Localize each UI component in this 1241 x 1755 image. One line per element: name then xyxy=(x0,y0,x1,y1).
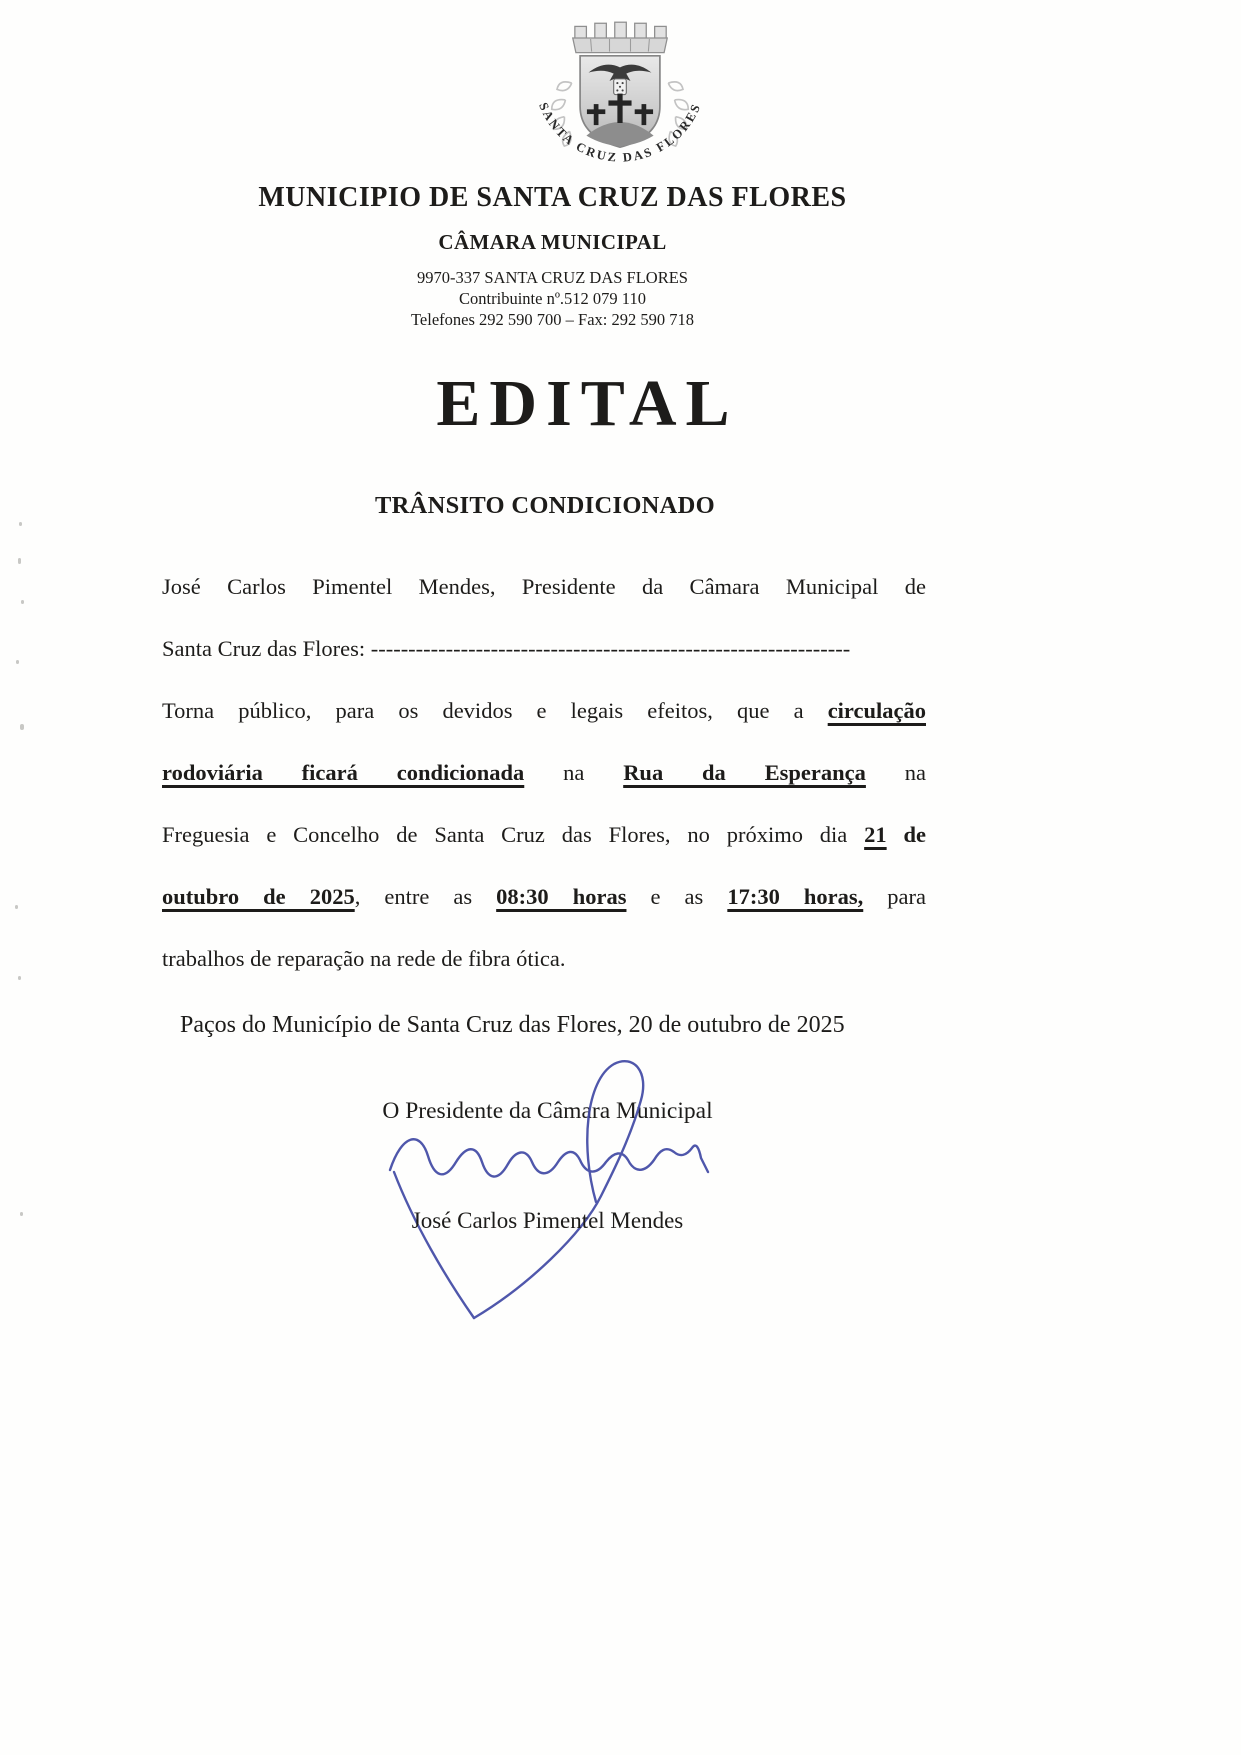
body-line xyxy=(162,680,926,742)
address-line: 9970-337 SANTA CRUZ DAS FLORES xyxy=(417,268,688,287)
signature-ink xyxy=(368,1050,730,1342)
scan-artifact xyxy=(20,724,24,730)
body-line xyxy=(162,618,926,680)
body-text-segment: José Carlos Pimentel Mendes, Presidente da Câmara Municipal de xyxy=(162,574,926,599)
municipality-name: MUNICIPIO DE SANTA CRUZ DAS FLORES xyxy=(258,182,847,213)
phones-line: Telefones 292 590 700 – Fax: 292 590 718 xyxy=(411,310,694,329)
body-text-segment: circulação xyxy=(827,698,926,723)
body-text-segment: Santa Cruz das Flores: xyxy=(162,636,371,661)
scan-artifact xyxy=(15,905,18,909)
body-text-segment: rodoviária ficará condicionada xyxy=(162,760,525,785)
signer-name: José Carlos Pimentel Mendes xyxy=(411,1208,684,1233)
body-text-segment: ---------------------------------------------------------------- xyxy=(370,636,851,661)
body-text-segment: 08:30 horas xyxy=(496,884,627,909)
crest-caption: SANTA CRUZ DAS FLORES xyxy=(536,100,704,165)
body-text-segment: Torna público, para os devidos e legais efeitos, que a xyxy=(162,698,828,723)
body-text-segment: , entre as xyxy=(354,884,497,909)
place-date-line: Paços do Município de Santa Cruz das Flores, 20 de outubro de 2025 xyxy=(180,1012,845,1038)
document-title: EDITAL xyxy=(436,367,739,440)
mural-crown-icon xyxy=(573,22,668,52)
body-text-segment: 17:30 horas, xyxy=(727,884,864,909)
scan-artifact xyxy=(16,660,19,664)
signature-wave-stroke xyxy=(390,1139,708,1176)
scan-artifact xyxy=(21,600,24,604)
body-text-segment: para xyxy=(863,884,927,909)
body-text-segment: trabalhos de reparação na rede de fibra ótica. xyxy=(162,946,566,971)
body-line xyxy=(162,928,926,990)
document-subtitle: TRÂNSITO CONDICIONADO xyxy=(374,492,716,519)
municipal-crest xyxy=(505,18,735,186)
letterhead xyxy=(0,182,1105,330)
body-text xyxy=(162,556,926,990)
body-text-segment: de xyxy=(886,822,926,847)
body-text-segment: outubro de 2025 xyxy=(162,884,355,909)
scan-artifact xyxy=(18,558,21,564)
body-text-segment: Rua da Esperança xyxy=(623,760,866,785)
body-text-segment: Freguesia e Concelho de Santa Cruz das Flores, no próximo dia xyxy=(162,822,865,847)
body-line xyxy=(162,556,926,618)
signer-title: O Presidente da Câmara Municipal xyxy=(382,1098,713,1124)
scan-artifact xyxy=(20,1212,23,1216)
taxpayer-line: Contribuinte nº.512 079 110 xyxy=(459,289,646,308)
body-text-segment: na xyxy=(865,760,926,785)
body-line xyxy=(162,804,926,866)
scan-artifact xyxy=(19,522,22,526)
body-text-segment: e as xyxy=(626,884,728,909)
department-name: CÂMARA MUNICIPAL xyxy=(438,230,667,254)
body-text-segment: 21 xyxy=(864,822,887,847)
body-line xyxy=(162,742,926,804)
body-line xyxy=(162,866,926,928)
letterhead-address-block xyxy=(0,267,1105,330)
signature-tail-stroke xyxy=(394,1172,474,1318)
body-text-segment: na xyxy=(524,760,624,785)
scan-artifact xyxy=(18,976,21,980)
shield-icon xyxy=(580,56,660,147)
